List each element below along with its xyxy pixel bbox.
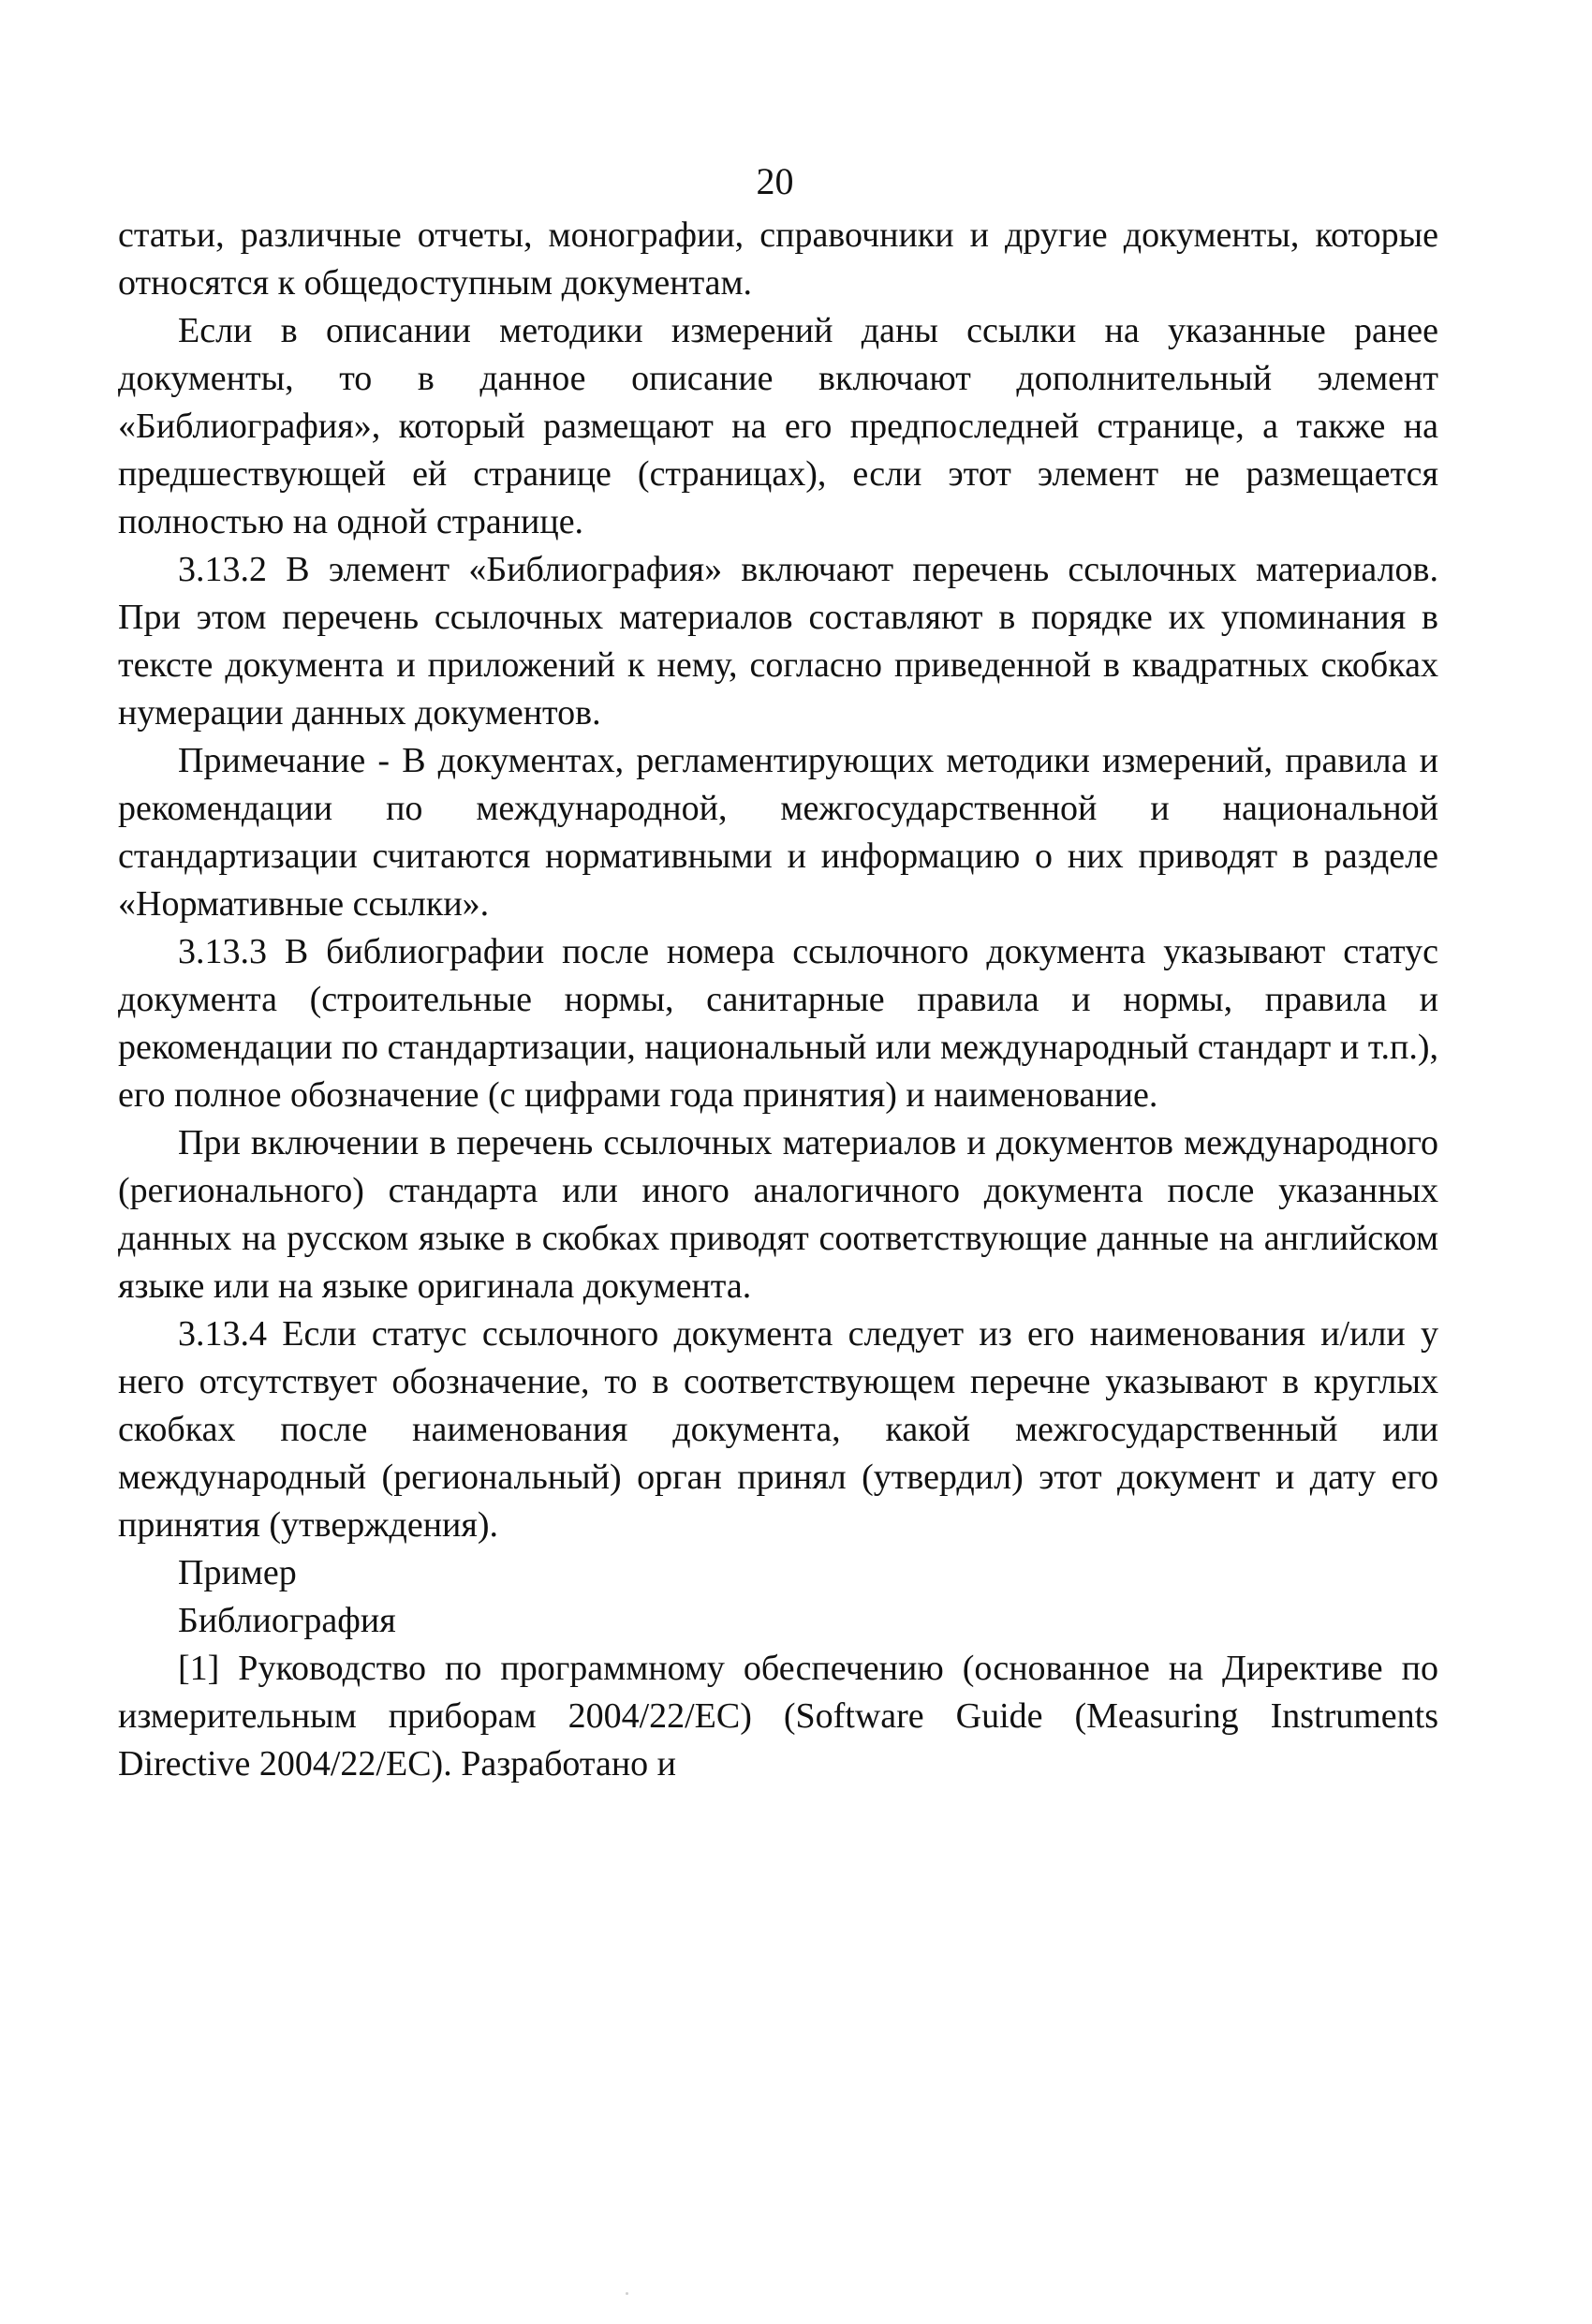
paragraph-international-standards: При включении в перечень ссылочных материалов и документов международного (регионального) стандарта или иного аналогичного документа после указанных данных на русском языке в скобках приводят соответствующие данные на английском языке или на языке оригинала документа. [118, 1123, 1438, 1306]
paragraph-bibliography-intro: Если в описании методики измерений даны ссылки на указанные ранее документы, то в данное описание включают дополнительный элемент «Библиография», который размещают на его предпоследней странице, а также на предшествующей ей странице (страницах), если этот элемент не размещается полностью на одной странице. [118, 311, 1438, 541]
paragraph-note: Примечание - В документах, регламентирующих методики измерений, правила и рекомендации по международной, межгосударственной и национальной стандартизации считаются нормативными и информацию о них приводят в разделе «Нормативные ссылки». [118, 741, 1438, 924]
page-number: 20 [756, 160, 794, 202]
scan-speck [626, 2292, 628, 2295]
bibliography-heading: Библиография [178, 1601, 396, 1640]
paragraph-3-13-4: 3.13.4 Если статус ссылочного документа следует из его наименования и/или у него отсутствует обозначение, то в соответствующем перечне указывают в круглых скобках после наименования документа, какой межгосударственный или международный (региональный) орган принял (утвердил) этот документ и дату его принятия (утверждения). [118, 1314, 1438, 1545]
body-text [118, 212, 1438, 1788]
paragraph-3-13-3: 3.13.3 В библиографии после номера ссылочного документа указывают статус документа (строительные нормы, санитарные правила и нормы, правила и рекомендации по стандартизации, национальный или международный стандарт и т.п.), его полное обозначение (с цифрами года принятия) и наименование. [118, 932, 1438, 1115]
paragraph-3-13-2: 3.13.2 В элемент «Библиография» включают перечень ссылочных материалов. При этом перечень ссылочных материалов составляют в порядке их упоминания в тексте документа и приложений к нему, согласно приведенной в квадратных скобках нумерации данных документов. [118, 550, 1438, 733]
example-label: Пример [178, 1553, 297, 1592]
paragraph-continuation: статьи, различные отчеты, монографии, справочники и другие документы, которые относятся к общедоступным документам. [118, 215, 1438, 303]
bibliography-entry-1: [1] Руководство по программному обеспечению (основанное на Директиве по измерительным приборам 2004/22/EC) (Software Guide (Measuring Instruments Directive 2004/22/EC). Разработано и [118, 1649, 1438, 1784]
